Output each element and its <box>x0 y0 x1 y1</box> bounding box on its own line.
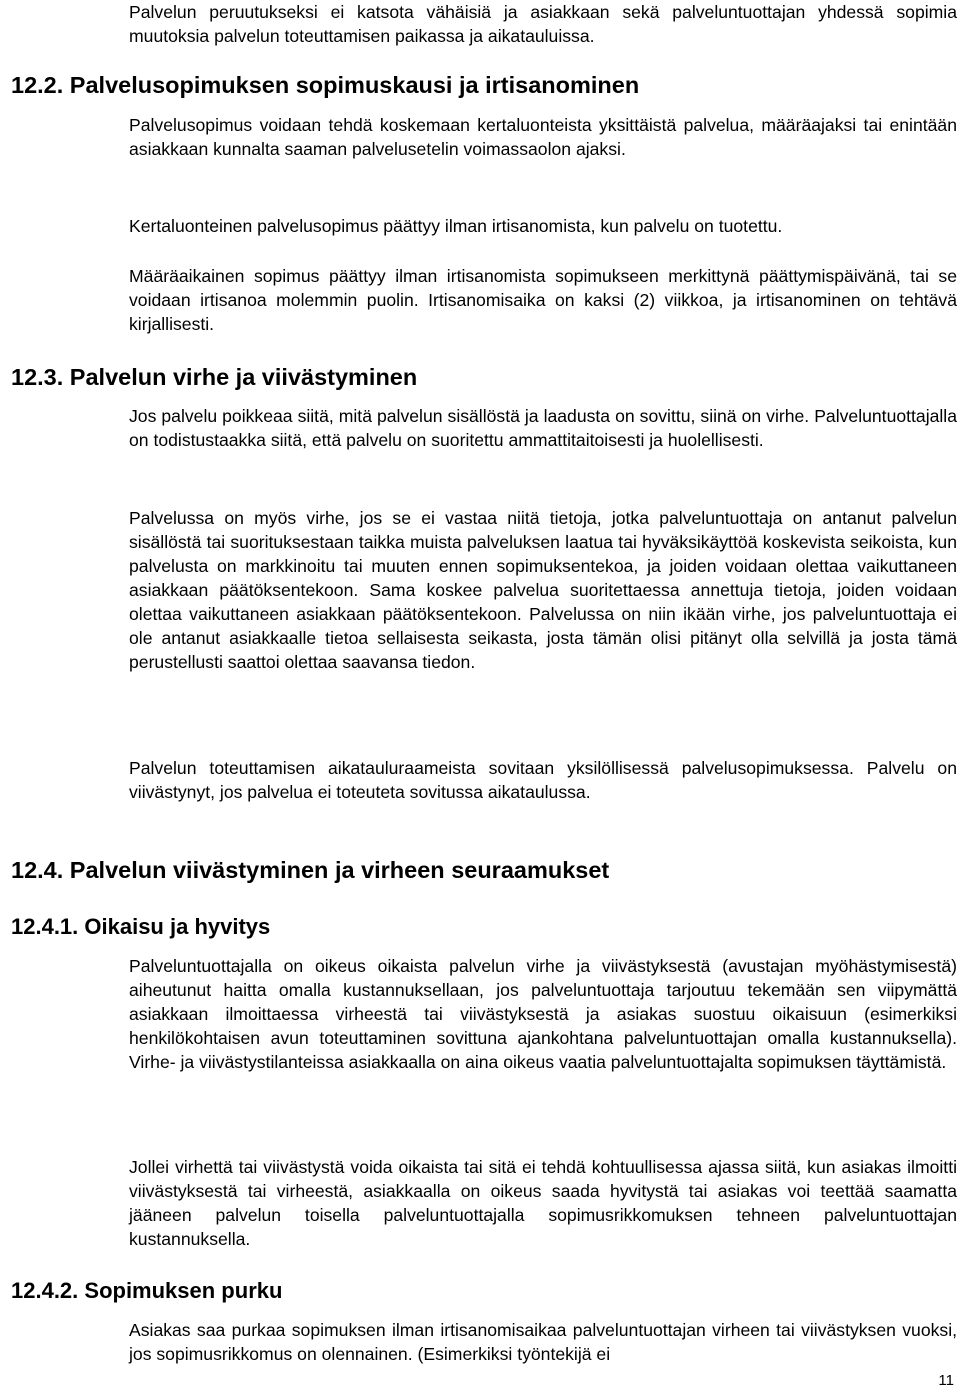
section-12-4-1-paragraph-2: Jollei virhettä tai viivästystä voida oikaista tai sitä ei tehdä kohtuullisessa ajassa siitä, kun asiakas ilmoitti viivästyksestä tai virheestä, asiakkaalla on oikeus saada hyvitystä tai asiakas voi teettää saamatta jääneen palvelun toisella palveluntuottajalla sopimusrikkomuksen tehneen palveluntuottajan kustannuksella. <box>129 1157 957 1249</box>
intro-paragraph: Palvelun peruutukseksi ei katsota vähäisiä ja asiakkaan sekä palveluntuottajan yhdessä sopimia muutoksia palvelun toteuttamisen paikassa ja aikatauluissa. <box>129 2 957 46</box>
page-number: 11 <box>938 1372 954 1389</box>
section-12-3-paragraph-1: Jos palvelu poikkeaa siitä, mitä palvelun sisällöstä ja laadusta on sovittu, siinä on virhe. Palveluntuottajalla on todistustaakka siitä, että palvelu on suoritettu ammattitaitoisesti ja huolellisesti. <box>129 406 957 450</box>
section-12-3-paragraph-2: Palvelussa on myös virhe, jos se ei vastaa niitä tietoja, jotka palveluntuottaja on antanut palvelun sisällöstä tai suorituksestaan taikka muista palveluksen laatua tai hyväksikäyttöä koskevista seikoista, kun palvelusta on markkinoitu tai muuten ennen sopimuksentekoa, ja joiden voidaan olettaa vaikuttaneen asiakkaan päätöksentekoon. Sama koskee palvelua suoritettaessa annettuja tietoja, joiden voidaan olettaa vaikuttaneen asiakkaan päätöksentekoon. Palvelussa on niin ikään virhe, jos palveluntuottaja ei ole antanut asiakkaalle tietoa sellaisesta seikasta, josta tämän olisi pitänyt olla selvillä ja josta tämä perustellusti saattoi olettaa saavansa tiedon. <box>129 508 957 672</box>
section-12-2-paragraph-1: Palvelusopimus voidaan tehdä koskemaan kertaluonteista yksittäistä palvelua, määräajaksi tai enintään asiakkaan kunnalta saaman palvelusetelin voimassaolon ajaksi. <box>129 115 957 159</box>
section-12-2-paragraph-3: Määräaikainen sopimus päättyy ilman irtisanomista sopimukseen merkittynä päättymispäivänä, tai se voidaan irtisanoa molemmin puolin. Irtisanomisaika on kaksi (2) viikkoa, ja irtisanominen on tehtävä kirjallisesti. <box>129 266 957 334</box>
section-12-2-paragraph-2: Kertaluonteinen palvelusopimus päättyy ilman irtisanomista, kun palvelu on tuotettu. <box>129 216 783 236</box>
section-12-3-heading: 12.3. Palvelun virhe ja viivästyminen <box>11 364 418 390</box>
section-12-4-1-heading: 12.4.1. Oikaisu ja hyvitys <box>11 914 271 939</box>
section-12-2-heading: 12.2. Palvelusopimuksen sopimuskausi ja irtisanominen <box>11 72 640 98</box>
section-12-4-2-paragraph: Asiakas saa purkaa sopimuksen ilman irtisanomisaikaa palveluntuottajan virheen tai viivästyksen vuoksi, jos sopimusrikkomus on olennainen. (Esimerkiksi työntekijä ei <box>129 1320 957 1364</box>
section-12-4-1-paragraph-1: Palveluntuottajalla on oikeus oikaista palvelun virhe ja viivästyksestä (avustajan myöhästymisestä) aiheutunut haitta omalla kustannuksellaan, jos palveluntuottaja tarjoutuu tekemään sen viipymättä asiakkaan ilmoittaessa virheestä tai viivästyksestä ja asiakas suostuu oikaisuun (esimerkiksi henkilökohtaisen avun toteuttaminen sovittuna ajankohtana palveluntuottajan omalla kustannuksella). Virhe- ja viivästystilanteissa asiakkaalla on aina oikeus vaatia palveluntuottajalta sopimuksen täyttämistä. <box>129 956 957 1072</box>
section-12-4-2-heading: 12.4.2. Sopimuksen purku <box>11 1278 283 1303</box>
section-12-3-paragraph-3: Palvelun toteuttamisen aikatauluraameista sovitaan yksilöllisessä palvelusopimuksessa. Palvelu on viivästynyt, jos palvelua ei toteuteta sovitussa aikataulussa. <box>129 758 957 802</box>
section-12-4-heading: 12.4. Palvelun viivästyminen ja virheen seuraamukset <box>11 857 610 883</box>
